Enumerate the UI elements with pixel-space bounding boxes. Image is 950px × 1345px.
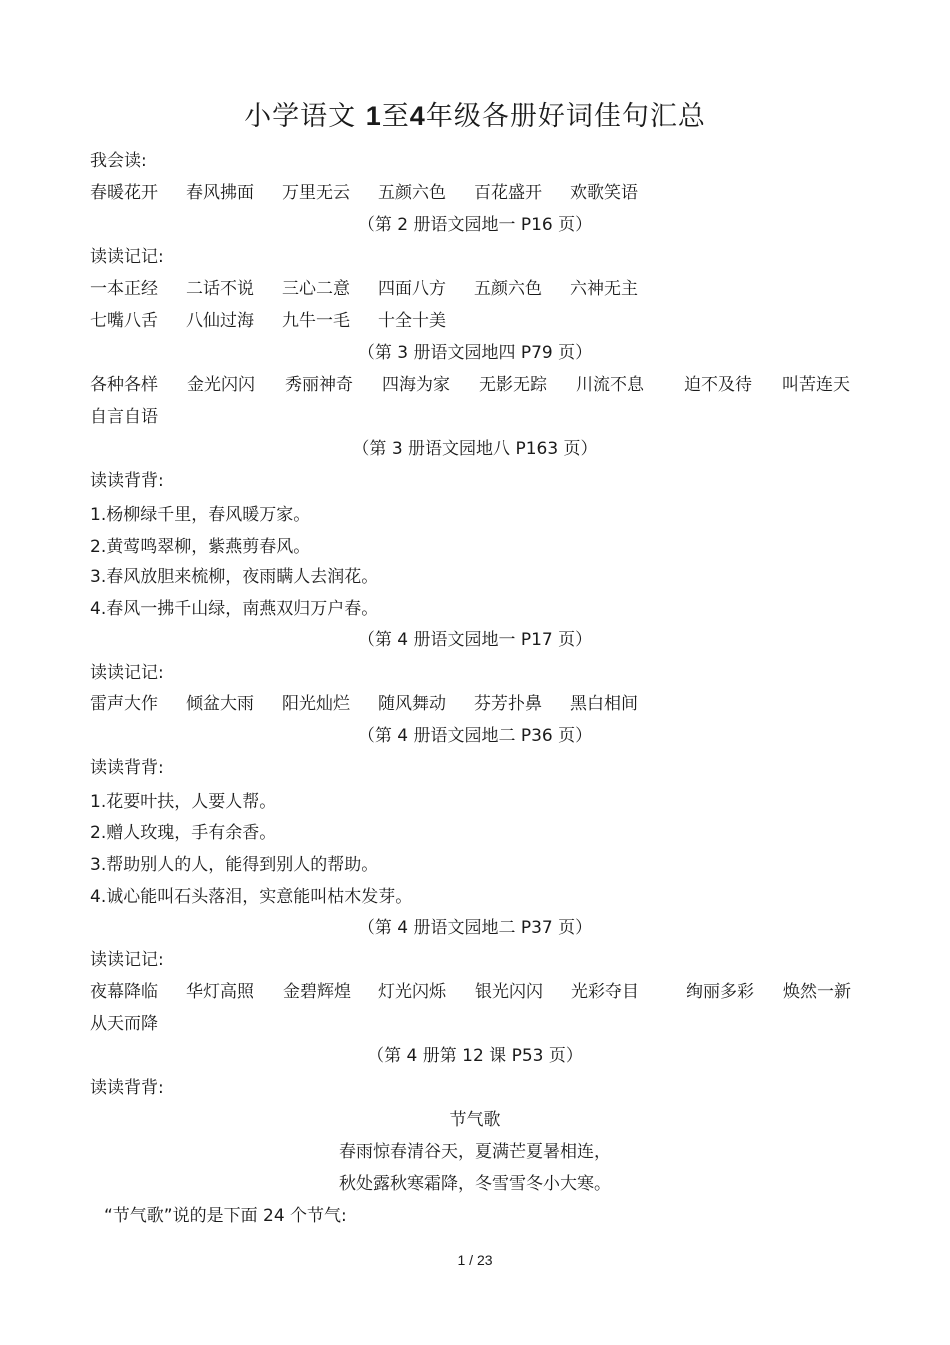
page-reference: （第 4 册语文园地二 P36 页） (357, 726, 593, 746)
word-item: 自言自语 (90, 407, 158, 427)
verse-line: 2.黄莺鸣翠柳，紫燕剪春风。 (90, 537, 311, 557)
title-text: 年级各册好词佳句汇总 (425, 101, 706, 132)
page-reference: （第 4 册第 12 课 P53 页） (367, 1046, 583, 1066)
page-reference: （第 3 册语文园地八 P163 页） (352, 439, 598, 459)
word-item: 百花盛开 (474, 183, 542, 203)
word-item: 川流不息 (576, 375, 644, 395)
word-item: 一本正经 (90, 279, 158, 299)
word-item: 光彩夺目 (571, 982, 639, 1002)
section-heading: 读读背背: (90, 758, 164, 778)
word-item: 三心二意 (282, 279, 350, 299)
word-item: 叫苦连天 (782, 375, 850, 395)
verse-line: 3.春风放胆来梳柳，夜雨瞒人去润花。 (90, 567, 379, 587)
word-item: 迫不及待 (684, 375, 752, 395)
page-reference: （第 2 册语文园地一 P16 页） (357, 215, 593, 235)
page-reference: （第 4 册语文园地一 P17 页） (357, 630, 593, 650)
word-item: 从天而降 (90, 1014, 158, 1034)
word-item: 芬芳扑鼻 (474, 694, 542, 714)
section-heading: 读读背背: (90, 1078, 164, 1098)
word-item: 春风拂面 (186, 183, 254, 203)
word-item: 银光闪闪 (475, 982, 543, 1002)
poem-title: 节气歌 (449, 1110, 501, 1130)
word-item: 四面八方 (378, 279, 446, 299)
page-title (0, 96, 950, 137)
word-item: 华灯高照 (186, 982, 254, 1002)
word-item: 灯光闪烁 (378, 982, 446, 1002)
word-item: 绚丽多彩 (686, 982, 754, 1002)
word-item: 欢歌笑语 (570, 183, 638, 203)
title-text: 小学语文 (244, 101, 366, 132)
word-item: 随风舞动 (378, 694, 446, 714)
section-heading: 读读记记: (90, 663, 164, 683)
poem-line: 春雨惊春清谷天，夏满芒夏暑相连， (339, 1142, 611, 1162)
word-item: 倾盆大雨 (186, 694, 254, 714)
word-item: 夜幕降临 (90, 982, 158, 1002)
word-item: 八仙过海 (186, 311, 254, 331)
section-heading: 读读背背: (90, 471, 164, 491)
word-item: 七嘴八舌 (90, 311, 158, 331)
word-item: 二话不说 (186, 279, 254, 299)
word-item: 秀丽神奇 (285, 375, 353, 395)
word-item: 五颜六色 (474, 279, 542, 299)
word-item: 春暖花开 (90, 183, 158, 203)
verse-line: 3.帮助别人的人，能得到别人的帮助。 (90, 855, 379, 875)
page-reference: （第 4 册语文园地二 P37 页） (357, 918, 593, 938)
word-item: 六神无主 (570, 279, 638, 299)
verse-line: 4.诚心能叫石头落泪，实意能叫枯木发芽。 (90, 887, 413, 907)
word-item: 无影无踪 (479, 375, 547, 395)
word-item: 阳光灿烂 (282, 694, 350, 714)
poem-line: 秋处露秋寒霜降，冬雪雪冬小大寒。 (339, 1174, 611, 1194)
word-item: 五颜六色 (378, 183, 446, 203)
word-item: 各种各样 (90, 375, 158, 395)
section-heading: 我会读: (90, 151, 147, 171)
title-number: 1 (365, 101, 382, 131)
word-item: 金碧辉煌 (283, 982, 351, 1002)
word-item: 雷声大作 (90, 694, 158, 714)
word-item: 黑白相间 (570, 694, 638, 714)
verse-line: 1.杨柳绿千里，春风暖万家。 (90, 505, 311, 525)
word-item: 九牛一毛 (282, 311, 350, 331)
verse-line: 1.花要叶扶，人要人帮。 (90, 792, 277, 812)
word-item: 金光闪闪 (187, 375, 255, 395)
title-number: 4 (409, 101, 426, 131)
word-item: 四海为家 (382, 375, 450, 395)
section-heading: 读读记记: (90, 247, 164, 267)
word-item: 十全十美 (378, 311, 446, 331)
word-item: 万里无云 (282, 183, 350, 203)
section-heading: 读读记记: (90, 950, 164, 970)
title-text: 至 (381, 101, 410, 132)
word-item: 焕然一新 (783, 982, 851, 1002)
page-number: 1 / 23 (457, 1252, 493, 1268)
verse-line: 4.春风一拂千山绿，南燕双归万户春。 (90, 599, 379, 619)
page-reference: （第 3 册语文园地四 P79 页） (357, 343, 593, 363)
verse-line: 2.赠人玫瑰，手有余香。 (90, 823, 277, 843)
note-line: “节气歌”说的是下面 24 个节气: (104, 1206, 347, 1226)
